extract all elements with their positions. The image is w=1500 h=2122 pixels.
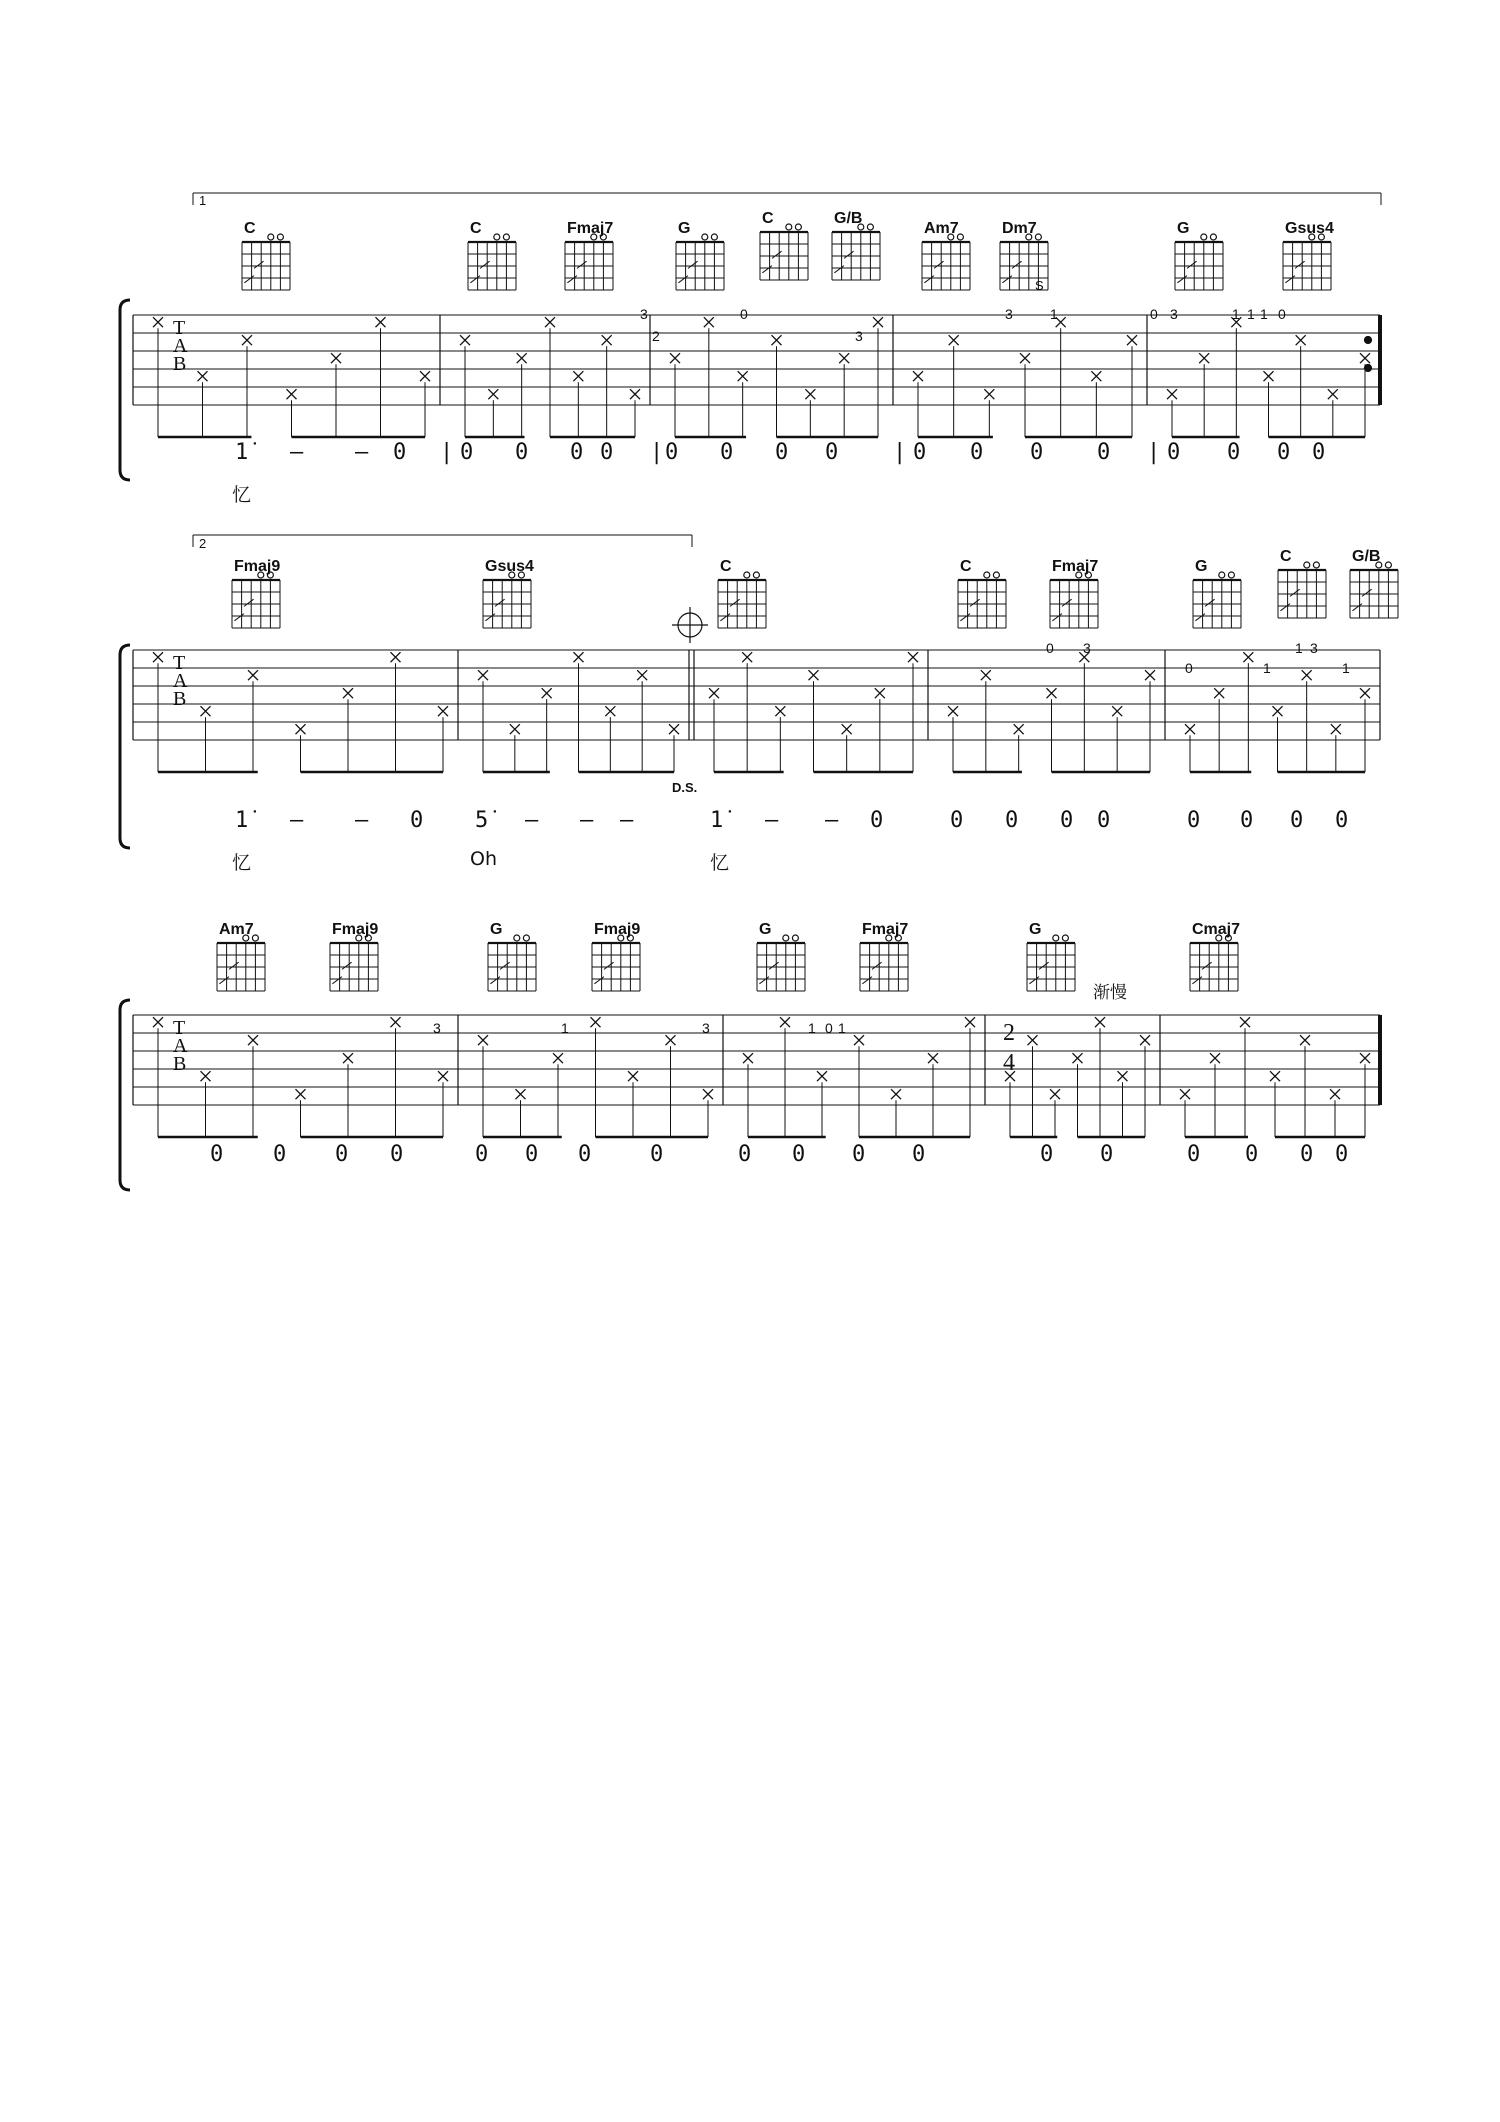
fret-number: 3 <box>1170 306 1178 322</box>
finger-mark <box>490 977 500 984</box>
finger-mark <box>1205 599 1215 606</box>
jianpu-note: 0 <box>570 440 584 465</box>
jianpu-note: 0 <box>970 440 984 465</box>
chord-name: G <box>1029 921 1042 938</box>
open-string <box>1304 562 1310 568</box>
open-string <box>1201 234 1207 240</box>
jianpu-note: 0 <box>775 440 789 465</box>
finger-mark <box>594 977 604 984</box>
open-string <box>786 224 792 230</box>
finger-mark <box>678 276 688 283</box>
chord-name: G <box>490 921 503 938</box>
system-bracket <box>120 1000 130 1190</box>
fret-number: 1 <box>1260 306 1268 322</box>
jianpu-note: 0 <box>912 1142 926 1167</box>
jianpu-note: – <box>580 808 594 833</box>
jianpu-note: | <box>650 440 664 465</box>
chord-name: Am7 <box>924 220 959 237</box>
open-string <box>1210 234 1216 240</box>
chord-name: Fmaj7 <box>1052 558 1099 575</box>
finger-mark <box>254 261 264 268</box>
chord-name: Fmaj7 <box>567 220 614 237</box>
jianpu-note: 0 <box>1290 808 1304 833</box>
tab-letter: T <box>173 317 186 339</box>
finger-mark <box>762 266 772 273</box>
jianpu-note: 0 <box>410 808 424 833</box>
jianpu-note: – <box>290 808 304 833</box>
jianpu-note: 1̇ <box>235 808 249 833</box>
jianpu-note: | <box>1147 440 1161 465</box>
chord-name: Dm7 <box>1002 220 1037 237</box>
volta-2-label: 2 <box>199 536 207 551</box>
open-string <box>523 935 529 941</box>
open-string <box>792 935 798 941</box>
finger-mark <box>720 614 730 621</box>
fret-number: 2 <box>652 328 660 344</box>
open-string <box>993 572 999 578</box>
fret-number: 3 <box>702 1020 710 1036</box>
open-string <box>1313 562 1319 568</box>
finger-mark <box>480 261 490 268</box>
jianpu-note: 0 <box>1187 1142 1201 1167</box>
fret-number: 3 <box>1083 640 1091 656</box>
fret-number: 1 <box>808 1020 816 1036</box>
jianpu-note: 0 <box>1240 808 1254 833</box>
chord-name: C <box>244 220 256 237</box>
tab-letter: B <box>173 1053 187 1075</box>
jianpu-note: – <box>620 808 634 833</box>
finger-mark <box>1002 276 1012 283</box>
finger-mark <box>229 962 239 969</box>
fret-number: 1 <box>561 1020 569 1036</box>
tab-letter: A <box>173 670 188 692</box>
open-string <box>514 935 520 941</box>
rit-mark: 渐慢 <box>1093 983 1127 1002</box>
fret-number: 0 <box>740 306 748 322</box>
chord-name: C <box>470 220 482 237</box>
tab-letter: T <box>173 652 186 674</box>
finger-mark <box>1039 962 1049 969</box>
system-bracket <box>120 645 130 848</box>
jianpu-note: 1̇ <box>710 808 724 833</box>
finger-mark <box>759 977 769 984</box>
repeat-dot <box>1365 365 1372 372</box>
fret-number: 1 <box>1342 660 1350 676</box>
open-string <box>711 234 717 240</box>
jianpu-note: 0 <box>1097 808 1111 833</box>
finger-mark <box>772 251 782 258</box>
jianpu-note: 0 <box>720 440 734 465</box>
jianpu-note: 0 <box>460 440 474 465</box>
fret-number: 3 <box>1310 640 1318 656</box>
open-string <box>984 572 990 578</box>
jianpu-note: 0 <box>335 1142 349 1167</box>
open-string <box>783 935 789 941</box>
fret-number: 1 <box>1263 660 1271 676</box>
open-string <box>1228 572 1234 578</box>
open-string <box>268 234 274 240</box>
finger-mark <box>567 276 577 283</box>
finger-mark <box>862 977 872 984</box>
repeat-dot <box>1365 337 1372 344</box>
chord-name: Fmaj7 <box>862 921 909 938</box>
jianpu-note: 0 <box>1167 440 1181 465</box>
chord-name: C <box>960 558 972 575</box>
chord-name: G/B <box>834 210 863 227</box>
chord-name: Fmaj9 <box>594 921 641 938</box>
lyric: 忆 <box>710 852 730 874</box>
time-sig-bottom: 4 <box>1003 1050 1015 1076</box>
finger-mark <box>1029 977 1039 984</box>
jianpu-note: 0 <box>852 1142 866 1167</box>
time-sig-top: 2 <box>1003 1020 1015 1046</box>
finger-mark <box>1202 962 1212 969</box>
chord-name: G <box>759 921 772 938</box>
finger-mark <box>244 276 254 283</box>
jianpu-note: 0 <box>1040 1142 1054 1167</box>
open-string <box>867 224 873 230</box>
finger-mark <box>1290 589 1300 596</box>
finger-mark <box>924 276 934 283</box>
finger-mark <box>1192 977 1202 984</box>
finger-mark <box>470 276 480 283</box>
finger-mark <box>769 962 779 969</box>
open-string <box>702 234 708 240</box>
finger-mark <box>577 261 587 268</box>
finger-mark <box>332 977 342 984</box>
finger-mark <box>730 599 740 606</box>
jianpu-note: – <box>765 808 779 833</box>
finger-mark <box>342 962 352 969</box>
jianpu-note: | <box>893 440 907 465</box>
fret-number: 0 <box>1150 306 1158 322</box>
finger-mark <box>219 977 229 984</box>
finger-mark <box>1195 614 1205 621</box>
jianpu-note: 0 <box>738 1142 752 1167</box>
fret-number: 1 <box>1232 306 1240 322</box>
jianpu-note: 5̇ <box>475 808 489 833</box>
tab-letter: A <box>173 335 188 357</box>
finger-mark <box>1052 614 1062 621</box>
chord-name: C <box>720 558 732 575</box>
chord-name: Am7 <box>219 921 254 938</box>
jianpu-note: 0 <box>475 1142 489 1167</box>
jianpu-note: 0 <box>870 808 884 833</box>
jianpu-note: 0 <box>1245 1142 1259 1167</box>
open-string <box>277 234 283 240</box>
fret-number: 1 <box>1295 640 1303 656</box>
jianpu-note: 0 <box>1030 440 1044 465</box>
chord-name: G/B <box>1352 548 1381 565</box>
chord-name: Gsus4 <box>1285 220 1334 237</box>
volta-1-label: 1 <box>199 193 207 208</box>
finger-mark <box>234 614 244 621</box>
jianpu-note: 0 <box>1187 808 1201 833</box>
fret-number: 3 <box>433 1020 441 1036</box>
finger-mark <box>1012 261 1022 268</box>
jianpu-note: 0 <box>1300 1142 1314 1167</box>
finger-mark <box>485 614 495 621</box>
lyric: 忆 <box>232 852 252 874</box>
finger-mark <box>495 599 505 606</box>
jianpu-note: – <box>355 440 369 465</box>
lyric: Oh <box>470 848 497 870</box>
fret-number: 0 <box>1278 306 1286 322</box>
jianpu-note: – <box>355 808 369 833</box>
fret-number: 3 <box>855 328 863 344</box>
tab-letter: B <box>173 688 187 710</box>
jianpu-note: – <box>290 440 304 465</box>
lyric: 忆 <box>232 484 252 506</box>
jianpu-note: 0 <box>273 1142 287 1167</box>
jianpu-note: 0 <box>650 1142 664 1167</box>
chord-name: G <box>678 220 691 237</box>
open-string <box>503 234 509 240</box>
jianpu-note: 0 <box>390 1142 404 1167</box>
open-string <box>795 224 801 230</box>
finger-mark <box>1295 261 1305 268</box>
jianpu-note: 0 <box>515 440 529 465</box>
tab-letter: T <box>173 1017 186 1039</box>
chord-name: G <box>1195 558 1208 575</box>
jianpu-note: | <box>440 440 454 465</box>
jianpu-note: 0 <box>1335 1142 1349 1167</box>
fret-number: 0 <box>1185 660 1193 676</box>
system-bracket <box>120 300 130 480</box>
chord-name: Cmaj7 <box>1192 921 1241 938</box>
jianpu-note: 0 <box>665 440 679 465</box>
open-string <box>753 572 759 578</box>
finger-mark <box>934 261 944 268</box>
finger-mark <box>244 599 254 606</box>
open-string <box>1219 572 1225 578</box>
finger-mark <box>1177 276 1187 283</box>
finger-mark <box>960 614 970 621</box>
jianpu-note: 0 <box>913 440 927 465</box>
jianpu-note: – <box>825 808 839 833</box>
finger-mark <box>970 599 980 606</box>
jianpu-note: 0 <box>600 440 614 465</box>
fret-number: 1 <box>1050 306 1058 322</box>
tab-letter: A <box>173 1035 188 1057</box>
jianpu-note: 0 <box>1100 1142 1114 1167</box>
chord-name: G <box>1177 220 1190 237</box>
finger-mark <box>872 962 882 969</box>
jianpu-note: 0 <box>1277 440 1291 465</box>
jianpu-note: 0 <box>1227 440 1241 465</box>
jianpu-note: 0 <box>1060 808 1074 833</box>
finger-mark <box>844 251 854 258</box>
ds-mark: D.S. <box>672 780 698 795</box>
fret-number: 3 <box>1005 306 1013 322</box>
open-string <box>744 572 750 578</box>
open-string <box>1053 935 1059 941</box>
chord-name: Gsus4 <box>485 558 534 575</box>
fret-number: 1 <box>838 1020 846 1036</box>
tab-letter: B <box>173 353 187 375</box>
open-string <box>1062 935 1068 941</box>
jianpu-note: 0 <box>825 440 839 465</box>
chord-name: C <box>762 210 774 227</box>
fret-number: 0 <box>1046 640 1054 656</box>
jianpu-note: – <box>525 808 539 833</box>
fret-number: 3 <box>640 306 648 322</box>
jianpu-note: 0 <box>1097 440 1111 465</box>
finger-mark <box>1285 276 1295 283</box>
open-string <box>1385 562 1391 568</box>
open-string <box>494 234 500 240</box>
jianpu-note: 0 <box>525 1142 539 1167</box>
jianpu-note: 0 <box>393 440 407 465</box>
finger-mark <box>834 266 844 273</box>
finger-mark <box>1062 599 1072 606</box>
finger-mark <box>500 962 510 969</box>
finger-mark <box>1280 604 1290 611</box>
jianpu-note: 0 <box>1005 808 1019 833</box>
chord-name: Fmaj9 <box>332 921 379 938</box>
segno-mark: S <box>1035 278 1044 293</box>
jianpu-note: 0 <box>578 1142 592 1167</box>
jianpu-note: 0 <box>792 1142 806 1167</box>
finger-mark <box>688 261 698 268</box>
fret-number: 1 <box>1247 306 1255 322</box>
finger-mark <box>1352 604 1362 611</box>
fret-number: 0 <box>825 1020 833 1036</box>
chord-name: Fmaj9 <box>234 558 281 575</box>
jianpu-note: 0 <box>210 1142 224 1167</box>
finger-mark <box>1362 589 1372 596</box>
finger-mark <box>604 962 614 969</box>
jianpu-note: 1̇ <box>235 440 249 465</box>
finger-mark <box>1187 261 1197 268</box>
chord-name: C <box>1280 548 1292 565</box>
jianpu-note: 0 <box>1312 440 1326 465</box>
jianpu-note: 0 <box>950 808 964 833</box>
jianpu-note: 0 <box>1335 808 1349 833</box>
